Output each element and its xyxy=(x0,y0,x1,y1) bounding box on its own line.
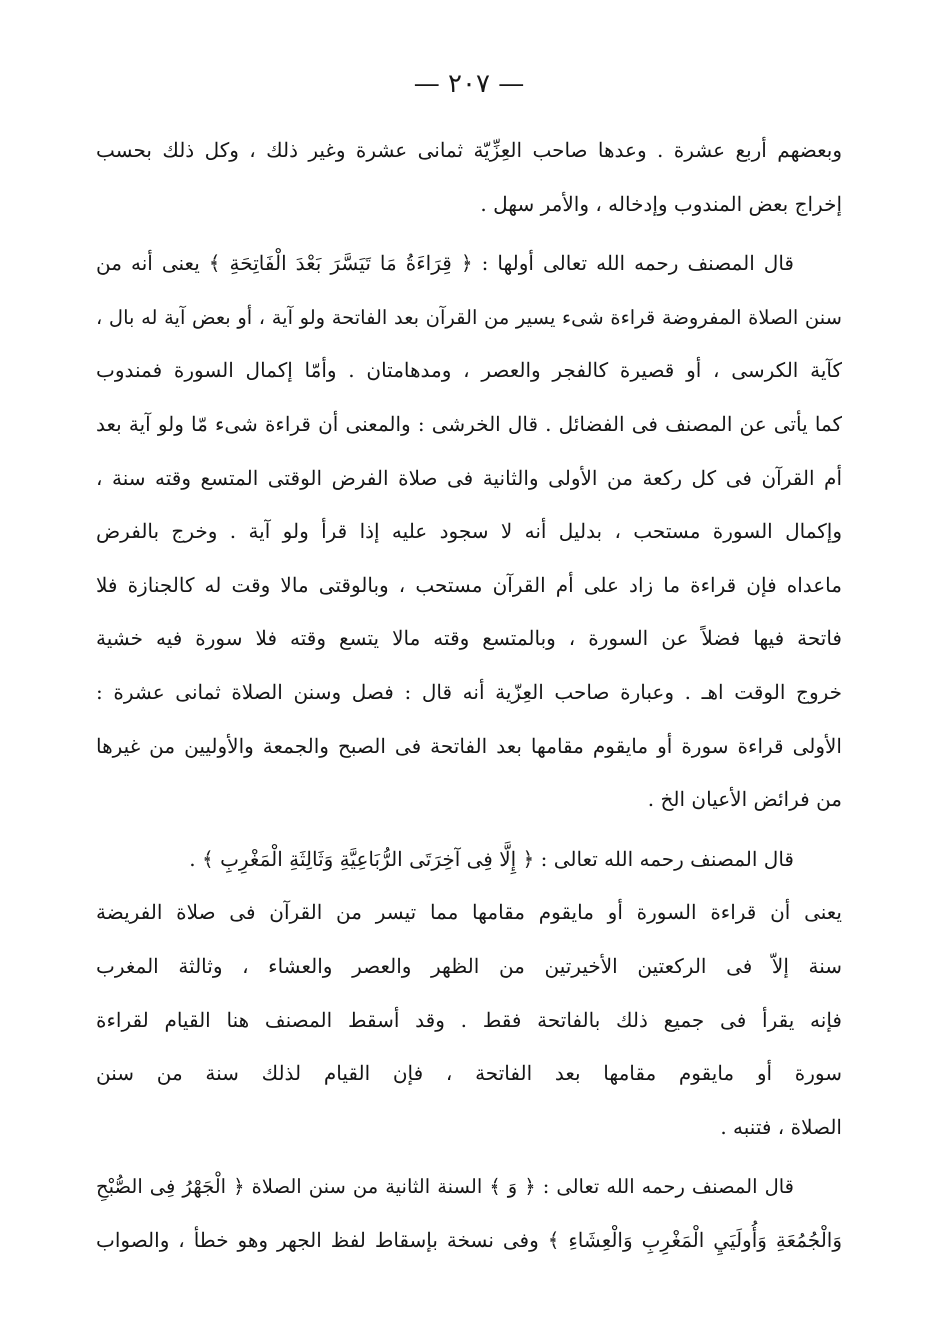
text-line: قال المصنف رحمه الله تعالى أولها : ﴿ قِرَاءَةُ مَا تَيَسَّرَ بَعْدَ الْفَاتِحَةِ ﴾ يعنى أنه من xyxy=(96,251,794,276)
text-line: الأولى قراءة سورة أو مايقوم مقامها بعد الفاتحة فى الصبح والجمعة والأوليين من غيرها xyxy=(96,733,842,758)
text-line: كآية الكرسى ، أو قصيرة كالفجر والعصر ، ومدهامتان . وأمّا إكمال السورة فمندوب xyxy=(96,358,842,383)
paragraph xyxy=(96,1160,842,1267)
text-line: ماعداه فإن قراءة ما زاد على أم القرآن مستحب ، وبالوقتى مالا وقت له كالجنازة فلا xyxy=(96,572,842,597)
paragraph xyxy=(96,833,842,1155)
paragraph xyxy=(96,124,842,231)
text-line: وإكمال السورة مستحب ، بدليل أنه لا سجود عليه إذا قرأ ولو آية . وخرج بالفرض xyxy=(96,519,842,544)
text-line: قال المصنف رحمه الله تعالى : ﴿ وَ ﴾ السنة الثانية من سنن الصلاة ﴿ الْجَهْرُ فِى الصُّبْحِ xyxy=(96,1175,794,1199)
text-line: سورة أو مايقوم مقامها بعد الفاتحة ، فإن القيام لذلك سنة من سنن xyxy=(96,1061,842,1086)
text-line: فاتحة فيها فضلاً عن السورة ، وبالمتسع وقته مالا يتسع وقته فلا سورة فيه خشية xyxy=(96,626,842,651)
text-line: وبعضهم أربع عشرة . وعدها صاحب العِزِّيّة ثمانى عشرة وغير ذلك ، وكل ذلك بحسب xyxy=(96,138,842,162)
text-line: يعنى أن قراءة السورة أو مايقوم مقامها مما تيسر من القرآن فى صلاة الفريضة xyxy=(96,900,842,925)
text-line: قال المصنف رحمه الله تعالى : ﴿ إِلَّا فِى آخِرَتَى الرُّبَاعِيَّةِ وَثَالِثَةِ الْمَغْرِبِ ﴾ . xyxy=(189,846,794,871)
text-line: خروج الوقت اهـ . وعبارة صاحب العِزّية أنه قال : فصل وسنن الصلاة ثمانى عشرة : xyxy=(96,679,842,704)
text-line: من فرائض الأعيان الخ . xyxy=(647,787,842,812)
text-line: سنة إلاّ فى الركعتين الأخيرتين من الظهر والعصر والعشاء ، وثالثة المغرب xyxy=(96,953,842,978)
book-page xyxy=(96,58,842,1273)
page-number: — ٢٠٧ — xyxy=(413,69,525,99)
text-line: إخراج بعض المندوب وإدخاله ، والأمر سهل . xyxy=(480,191,842,216)
paragraph xyxy=(96,237,842,827)
text-line: أم القرآن فى كل ركعة من الأولى والثانية فى صلاة الفرض الوقتى المتسع وقته سنة ، xyxy=(96,465,842,490)
text-line: سنن الصلاة المفروضة قراءة شىء يسير من القرآن بعد الفاتحة ولو آية ، أو بعض آية له بال ، xyxy=(96,305,842,329)
text-line: وَالْجُمُعَةِ وَأُولَيَيِ الْمَغْرِبِ وَالْعِشَاءِ ﴾ وفى نسخة بإسقاط لفظ الجهر وهو خطأ ، والصواب xyxy=(96,1227,842,1252)
text-line: فإنه يقرأ فى جميع ذلك بالفاتحة فقط . وقد أسقط المصنف هنا القيام لقراءة xyxy=(96,1007,842,1032)
text-line: كما يأتى عن المصنف فى الفضائل . قال الخرشى : والمعنى أن قراءة شىء مّا ولو آية بعد xyxy=(96,411,842,436)
text-line: الصلاة ، فتنبه . xyxy=(720,1114,842,1139)
